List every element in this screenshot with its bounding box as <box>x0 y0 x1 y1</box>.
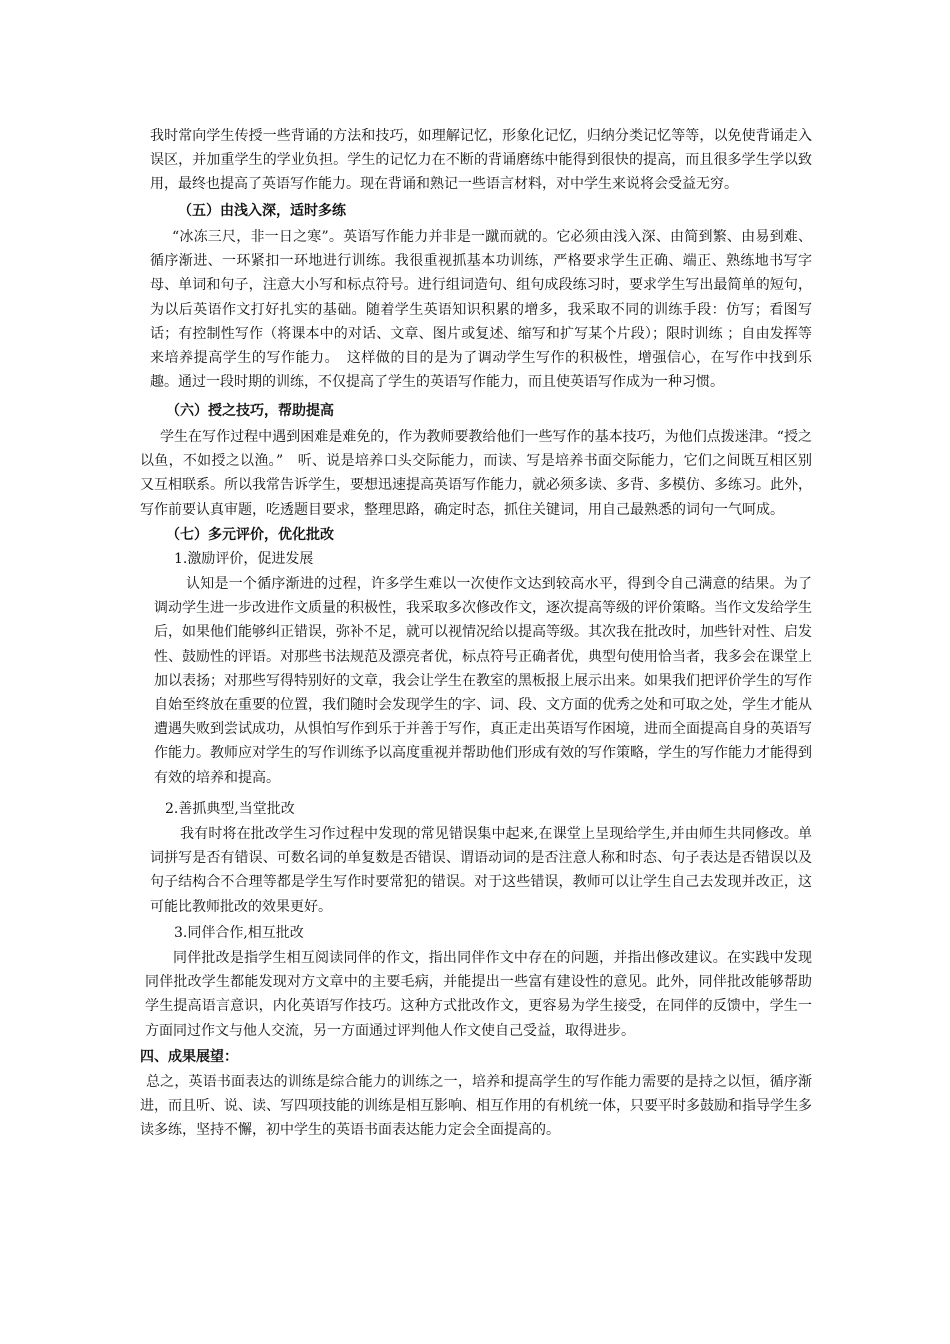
subheading-7-3: 3.同伴合作,相互批改 <box>174 925 304 941</box>
paragraph-outcome: 总之，英语书面表达的训练是综合能力的训练之一，培养和提高学生的写作能力需要的是持之以恒，循序渐进，而且听、说、读、写四项技能的训练是相互影响、相互作用的有机统一体，只要平时多鼓励和指导学生多读多练，坚持不懈，初中学生的英语书面表达能力定会全面提高的。 <box>140 1074 812 1139</box>
paragraph-7-2: 我有时将在批改学生习作过程中发现的常见错误集中起来,在课堂上呈现给学生,并由师生共同修改。单词拼写是否有错误、可数名词的单复数是否错误、谓语动词的是否注意人称和时态、句子表达是否错误以及句子结构合不合理等都是学生写作时要常犯的错误。对于这些错误，教师可以让学生自己去发现并改正，这可能比教师批改的效果更好。 <box>150 826 812 915</box>
paragraph-section-6: 学生在写作过程中遇到困难是难免的，作为教师要教给他们一些写作的基本技巧，为他们点拨迷津。“授之以鱼，不如授之以渔。” 听、说是培养口头交际能力，而读、写是培养书面交际能力，它们之间既互相区别又互相联系。所以我常告诉学生，要想迅速提高英语写作能力，就必须多读、多背、多模仿、多练习。此外，写作前要认真审题，吃透题目要求，整理思路，确定时态，抓住关键词，用自己最熟悉的词句一气呵成。 <box>140 429 812 518</box>
heading-section-5: （五）由浅入深，适时多练 <box>178 203 346 219</box>
paragraph-section-5: “冰冻三尺，非一日之寒”。英语写作能力并非是一蹴而就的。它必须由浅入深、由简到繁、由易到难、循序渐进、一环紧扣一环地进行训练。我很重视抓基本功训练，严格要求学生正确、端正、熟练地书写字母、单词和句子，注意大小写和标点符号。进行组词造句、组句成段练习时，要求学生写出最简单的短句，为以后英语作文打好扎实的基础。随着学生英语知识积累的增多，我采取不同的训练手段：仿写；看图写话；有控制性写作（将课本中的对话、文章、图片或复述、缩写和扩写某个片段）；限时训练 ；自由发挥等来培养提高学生的写作能力。 这样做的目的是为了调动学生写作的积极性，增强信心，在写作中找到乐趣。通过一段时期的训练，不仅提高了学生的英语写作能力，而且使英语写作成为一种习惯。 <box>150 229 812 391</box>
heading-section-7: （七）多元评价，优化批改 <box>166 527 334 543</box>
heading-section-4: 四、成果展望： <box>140 1049 238 1065</box>
subheading-7-1: 1.激励评价，促进发展 <box>174 551 314 567</box>
paragraph-7-1: 认知是一个循序渐进的过程，许多学生难以一次使作文达到较高水平，得到令自己满意的结果。为了调动学生进一步改进作文质量的积极性，我采取多次修改作文，逐次提高等级的评价策略。当作文发给学生后，如果他们能够纠正错误，弥补不足，就可以视情况给以提高等级。其次我在批改时，加些针对性、启发性、鼓励性的评语。对那些书法规范及漂亮者优，标点符号正确者优，典型句使用恰当者，我多会在课堂上加以表扬；对那些写得特别好的文章，我会让学生在教室的黑板报上展示出来。如果我们把评价学生的写作自始至终放在重要的位置，我们随时会发现学生的字、词、段、文方面的优秀之处和可取之处，学生才能从遭遇失败到尝试成功，从惧怕写作到乐于并善于写作，真正走出英语写作困境，进而全面提高自身的英语写作能力。教师应对学生的写作训练予以高度重视并帮助他们形成有效的写作策略，学生的写作能力才能得到有效的培养和提高。 <box>154 576 812 786</box>
paragraph-memory: 我时常向学生传授一些背诵的方法和技巧，如理解记忆，形象化记忆，归纳分类记忆等等，以免使背诵走入误区，并加重学生的学业负担。学生的记忆力在不断的背诵磨练中能得到很快的提高，而且很多学生学以致用，最终也提高了英语写作能力。现在背诵和熟记一些语言材料，对中学生来说将会受益无穷。 <box>150 128 812 193</box>
subheading-7-2: 2.善抓典型,当堂批改 <box>165 801 295 817</box>
paragraph-7-3: 同伴批改是指学生相互阅读同伴的作文，指出同伴作文中存在的问题，并指出修改建议。在实践中发现同伴批改学生都能发现对方文章中的主要毛病，并能提出一些富有建设性的意见。此外，同伴批改能够帮助学生提高语言意识，内化英语写作技巧。这种方式批改作文，更容易为学生接受，在同伴的反馈中，学生一方面同过作文与他人交流，另一方面通过评判他人作文使自己受益，取得进步。 <box>145 950 812 1039</box>
heading-section-6: （六）授之技巧，帮助提高 <box>166 403 334 419</box>
